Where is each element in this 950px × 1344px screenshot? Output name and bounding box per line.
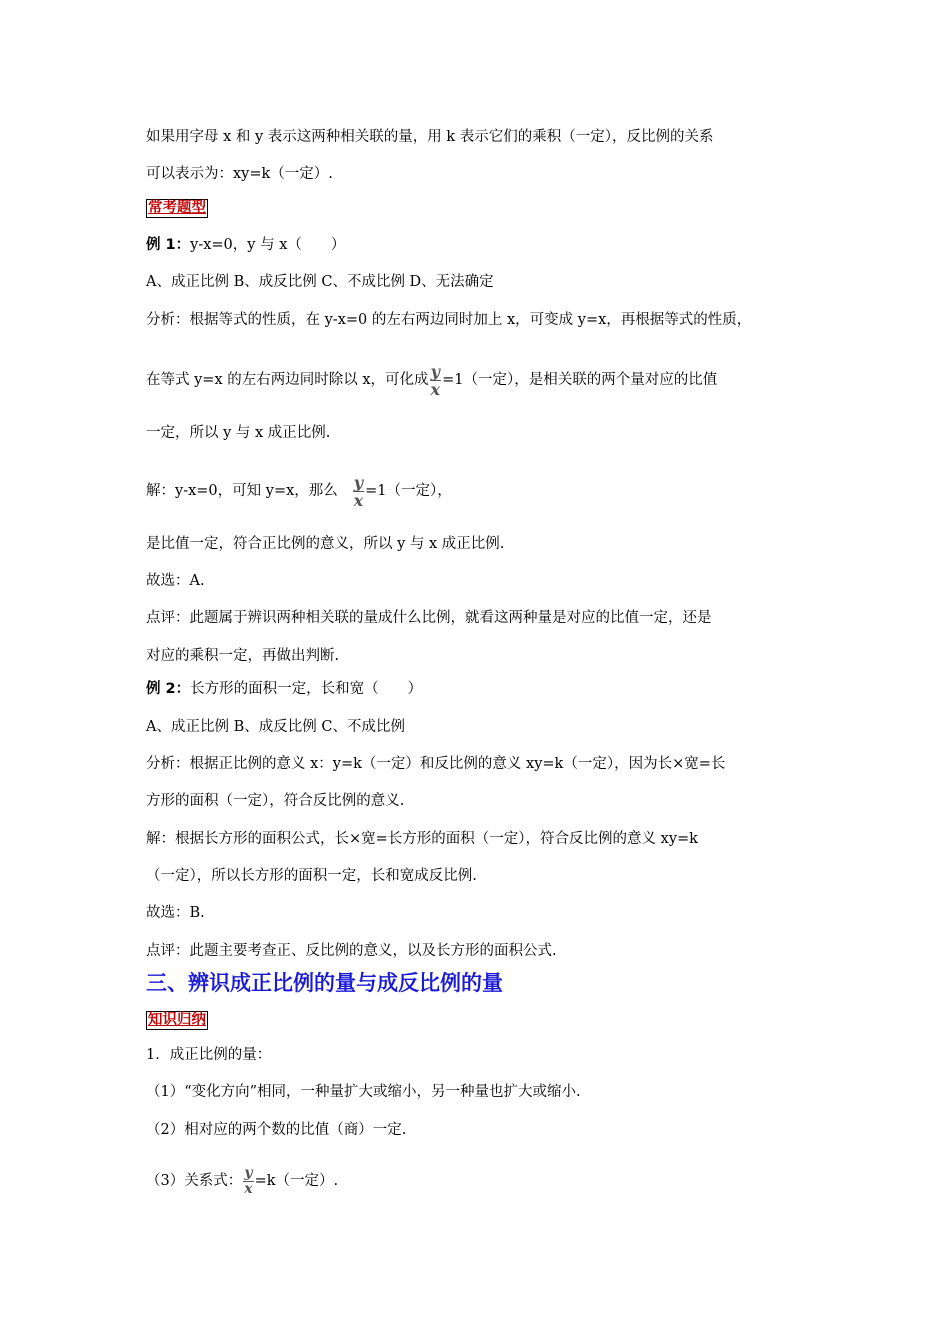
example-1-question-text: y-x=0，y 与 x（ ）: [190, 237, 346, 253]
example-1-analysis-2: [146, 362, 717, 398]
fraction-numerator: y: [430, 361, 440, 381]
example-2-question: [146, 679, 422, 699]
example-1-analysis-2-pre: 在等式 y=x 的左右两边同时除以 x，可化成: [146, 372, 429, 388]
example-2-question-text: 长方形的面积一定，长和宽（ ）: [190, 681, 423, 697]
example-1-analysis-1: 分析：根据等式的性质，在 y-x=0 的左右两边同时加上 x，可变成 y=x，再根据等式的性质，: [146, 312, 752, 328]
fraction-denominator: x: [244, 1180, 253, 1197]
example-1-question: [146, 235, 345, 255]
example-2-answer: 故选：B.: [146, 905, 205, 921]
section-3-heading: 三、辨识成正比例的量与成反比例的量: [146, 971, 503, 995]
common-questions-tag: 常考题型: [148, 200, 206, 216]
example-2-analysis-2: 方形的面积（一定），符合反比例的意义.: [146, 793, 405, 809]
example-2-solution-1: 解：根据长方形的面积公式，长×宽=长方形的面积（一定），符合反比例的意义 xy=k: [146, 831, 698, 847]
example-1-solution-2: 是比值一定，符合正比例的意义，所以 y 与 x 成正比例.: [146, 536, 505, 552]
example-1-options: A、成正比例 B、成反比例 C、不成比例 D、无法确定: [146, 274, 494, 290]
fraction-denominator: x: [430, 379, 441, 399]
example-1-analysis-2-post: =1（一定），是相关联的两个量对应的比值: [442, 372, 718, 388]
section-3-item-1: 1．成正比例的量：: [146, 1047, 272, 1063]
intro-line-1: 如果用字母 x 和 y 表示这两种相关联的量，用 k 表示它们的乘积（一定），反比例的关系: [146, 129, 714, 145]
section-3-item-1-3: [146, 1163, 338, 1199]
example-2-options: A、成正比例 B、成反比例 C、不成比例: [146, 719, 405, 735]
fraction-denominator: x: [353, 490, 364, 510]
example-1-analysis-3: 一定，所以 y 与 x 成正比例.: [146, 425, 331, 441]
example-2-label: 例 2：: [146, 681, 191, 697]
example-1-solution: [146, 473, 452, 509]
section-3-item-1-3-post: =k（一定）.: [254, 1173, 339, 1189]
example-1-solution-pre: 解：y-x=0，可知 y=x，那么: [146, 483, 338, 499]
knowledge-summary-tag: 知识归纳: [148, 1012, 206, 1028]
section-3-item-1-2: （2）相对应的两个数的比值（商）一定.: [146, 1122, 407, 1138]
fraction-numerator: y: [244, 1164, 253, 1181]
example-1-answer: 故选：A.: [146, 573, 205, 589]
example-1-solution-post: =1（一定），: [365, 483, 452, 499]
fraction-y-over-x: [353, 474, 365, 509]
example-2-solution-2: （一定），所以长方形的面积一定，长和宽成反比例.: [146, 868, 477, 884]
example-2-comment: 点评：此题主要考查正、反比例的意义，以及长方形的面积公式.: [146, 943, 557, 959]
intro-line-2: 可以表示为：xy=k（一定）.: [146, 166, 333, 182]
example-1-label: 例 1：: [146, 237, 191, 253]
fraction-y-over-x: [430, 363, 442, 398]
section-3-item-1-3-pre: （3）关系式：: [146, 1173, 243, 1189]
example-1-comment-2: 对应的乘积一定，再做出判断.: [146, 648, 340, 664]
example-2-analysis-1: 分析：根据正比例的意义 x：y=k（一定）和反比例的意义 xy=k（一定），因为长×宽=长: [146, 756, 726, 772]
section-3-item-1-1: （1）“变化方向”相同，一种量扩大或缩小，另一种量也扩大或缩小.: [146, 1084, 581, 1100]
fraction-numerator: y: [353, 472, 364, 492]
example-1-comment-1: 点评：此题属于辨识两种相关联的量成什么比例，就看这两种量是对应的比值一定，还是: [146, 610, 712, 626]
fraction-y-over-x: [243, 1166, 253, 1197]
